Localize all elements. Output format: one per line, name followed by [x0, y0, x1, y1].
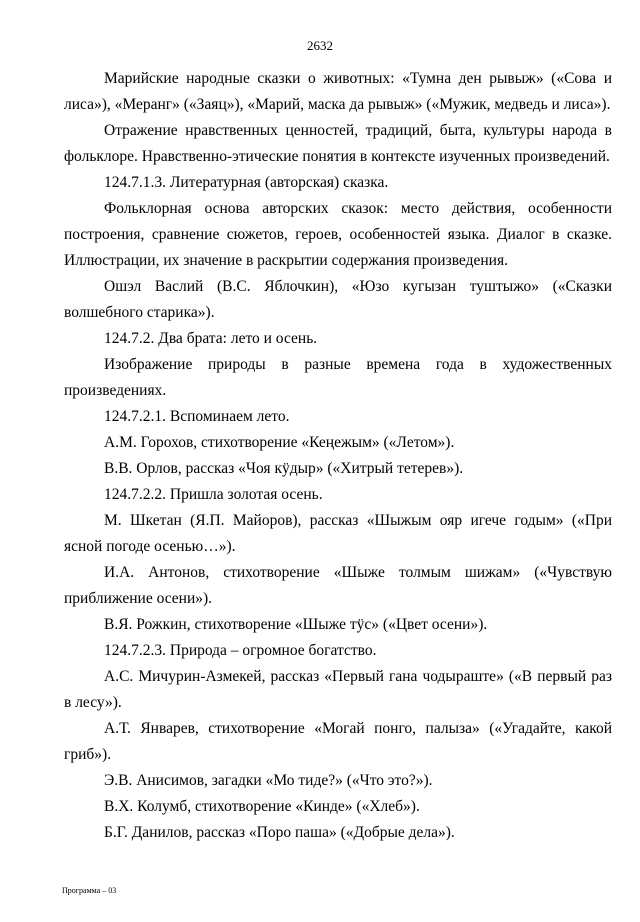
paragraph: Б.Г. Данилов, рассказ «Поро паша» («Добрые дела»).: [104, 824, 455, 841]
paragraph: Изображение природы в разные времена года в художественных произведениях.: [64, 356, 612, 399]
paragraph: Отражение нравственных ценностей, традиций, быта, культуры народа в фольклоре. Нравственно-этические понятия в контексте изученных произведений.: [64, 122, 612, 165]
paragraph: Марийские народные сказки о животных: «Тумна ден рывыж» («Сова и лиса»), «Меранг» («Заяц»), «Марий, маска да рывыж» («Мужик, медведь и лиса»).: [64, 70, 612, 113]
paragraph: Э.В. Анисимов, загадки «Мо тиде?» («Что это?»).: [104, 772, 433, 789]
footer-label: Программа – 03: [62, 886, 117, 895]
section-heading: 124.7.2.3. Природа – огромное богатство.: [104, 642, 377, 659]
section-heading: 124.7.2.2. Пришла золотая осень.: [104, 486, 323, 503]
paragraph: Фольклорная основа авторских сказок: место действия, особенности построения, сравнение сюжетов, героев, особенностей языка. Диалог в сказке. Иллюстрации, их значение в раскрытии содержания произведения.: [64, 200, 612, 269]
page-number: 2632: [307, 38, 333, 53]
paragraph: А.С. Мичурин-Азмекей, рассказ «Первый гана чодыраште» («В первый раз в лесу»).: [64, 668, 612, 711]
paragraph: Ошэл Васлий (В.С. Яблочкин), «Юзо кугызан туштыжо» («Сказки волшебного старика»).: [64, 278, 612, 321]
paragraph: И.А. Антонов, стихотворение «Шыже толмым шижам» («Чувствую приближение осени»).: [64, 564, 612, 607]
paragraph: М. Шкетан (Я.П. Майоров), рассказ «Шыжым ояр игече годым» («При ясной погоде осенью…»).: [64, 512, 612, 555]
paragraph: А.Т. Январев, стихотворение «Могай понго, палыза» («Угадайте, какой гриб»).: [64, 720, 612, 763]
paragraph: В.В. Орлов, рассказ «Чоя кӱдыр» («Хитрый тетерев»).: [104, 460, 464, 477]
section-heading: 124.7.2.1. Вспоминаем лето.: [104, 408, 290, 425]
section-heading: 124.7.2. Два брата: лето и осень.: [104, 330, 318, 347]
paragraph: В.Я. Рожкин, стихотворение «Шыже тӱс» («Цвет осени»).: [104, 616, 488, 633]
section-heading: 124.7.1.3. Литературная (авторская) сказка.: [104, 174, 389, 191]
document-body: [64, 66, 612, 846]
paragraph: А.М. Горохов, стихотворение «Кеңежым» («Летом»).: [104, 434, 455, 451]
paragraph: В.Х. Колумб, стихотворение «Кинде» («Хлеб»).: [104, 798, 420, 815]
